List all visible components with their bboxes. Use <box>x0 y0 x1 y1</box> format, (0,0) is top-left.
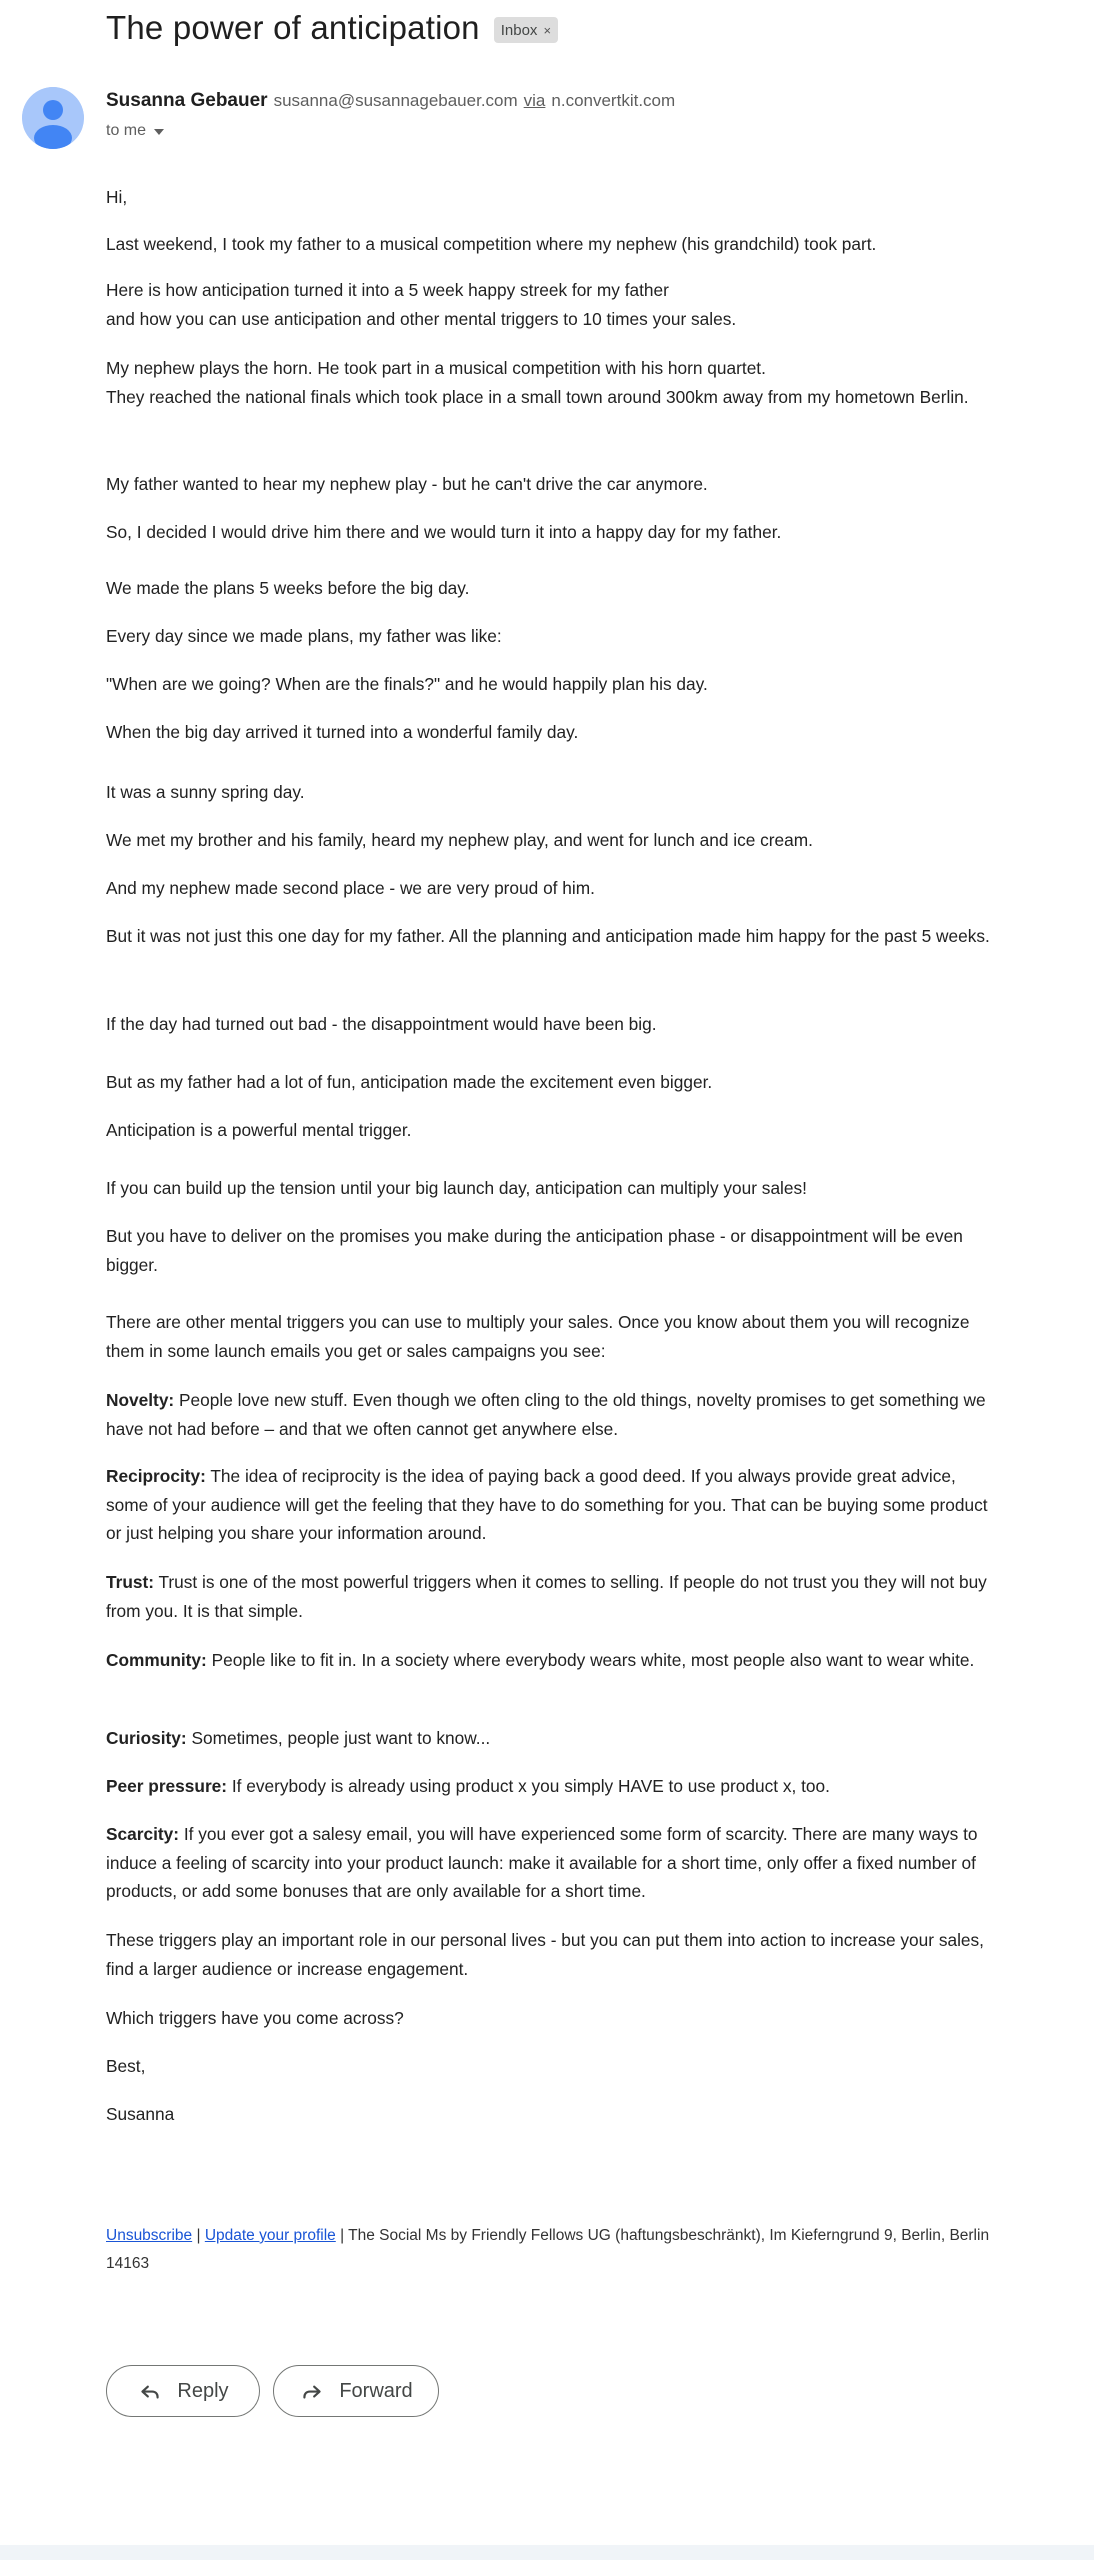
paragraph-text <box>106 2004 996 2033</box>
paragraph-body: If everybody is already using product x you simply HAVE to use product x, too. <box>227 1776 830 1796</box>
email-paragraph <box>106 354 996 411</box>
email-paragraph <box>106 670 996 699</box>
email-paragraph <box>106 1386 996 1443</box>
paragraph-body: Here is how anticipation turned it into a 5 week happy streek for my father and how you can use anticipation and other mental triggers to 10 times your sales. <box>106 280 737 329</box>
paragraph-body: People like to fit in. In a society where everybody wears white, most people also want to wear white. <box>206 1650 975 1670</box>
footer-address: | The Social Ms by Friendly Fellows UG (haftungsbeschränkt), Im Kieferngrund 9, Berlin, Berlin 14163 <box>106 2227 990 2272</box>
email-paragraph <box>106 1222 996 1279</box>
paragraph-body: My father wanted to hear my nephew play - but he can't drive the car anymore. <box>106 474 708 494</box>
paragraph-body: It was a sunny spring day. <box>106 782 305 802</box>
paragraph-text <box>106 354 996 411</box>
paragraph-text <box>106 874 996 903</box>
paragraph-body: But as my father had a lot of fun, anticipation made the excitement even bigger. <box>106 1072 713 1092</box>
paragraph-text <box>106 1462 996 1548</box>
email-paragraph <box>106 1116 996 1145</box>
email-paragraph <box>106 778 996 807</box>
paragraph-text <box>106 2052 996 2081</box>
via-domain: n.convertkit.com <box>551 91 676 110</box>
reply-button[interactable] <box>106 2365 260 2417</box>
paragraph-body: Which triggers have you come across? <box>106 2008 404 2028</box>
unsubscribe-link[interactable]: Unsubscribe <box>106 2227 193 2244</box>
paragraph-text <box>106 1116 996 1145</box>
email-paragraph <box>106 1462 996 1548</box>
paragraph-text <box>106 230 996 259</box>
email-footer <box>106 2222 996 2278</box>
email-paragraph <box>106 1772 996 1801</box>
paragraph-text <box>106 1068 996 1097</box>
paragraph-body: So, I decided I would drive him there and we would turn it into a happy day for my father. <box>106 522 782 542</box>
person-avatar-icon <box>22 87 84 149</box>
email-paragraph <box>106 276 996 333</box>
sender-name[interactable]: Susanna Gebauer <box>106 90 268 111</box>
paragraph-body: If you can build up the tension until your big launch day, anticipation can multiply your sales! <box>106 1178 807 1198</box>
trigger-term: Trust: <box>106 1572 155 1592</box>
paragraph-text <box>106 1724 996 1753</box>
paragraph-body: Anticipation is a powerful mental trigger. <box>106 1120 412 1140</box>
email-paragraph <box>106 518 996 547</box>
forward-arrow-icon <box>299 2378 325 2404</box>
paragraph-text <box>106 718 996 747</box>
email-paragraph <box>106 1568 996 1625</box>
paragraph-text <box>106 1568 996 1625</box>
email-paragraph <box>106 1308 996 1365</box>
paragraph-body: People love new stuff. Even though we often cling to the old things, novelty promises to get something we have not had before – and that we often cannot get anywhere else. <box>106 1390 986 1439</box>
paragraph-text <box>106 1308 996 1365</box>
paragraph-body: If you ever got a salesy email, you will have experienced some form of scarcity. There are many ways to induce a feeling of scarcity into your product launch: make it available for a short time, only offer a fixed number of products, or add some bonuses that are only available for a short time. <box>106 1824 978 1901</box>
trigger-term: Scarcity: <box>106 1824 180 1844</box>
inbox-label-chip[interactable] <box>494 17 558 43</box>
paragraph-text <box>106 1174 996 1203</box>
paragraph-text <box>106 922 996 951</box>
remove-label-icon[interactable]: × <box>543 22 552 38</box>
email-paragraph <box>106 470 996 499</box>
paragraph-text <box>106 518 996 547</box>
paragraph-body: We met my brother and his family, heard my nephew play, and went for lunch and ice cream. <box>106 830 813 850</box>
paragraph-body: If the day had turned out bad - the disappointment would have been big. <box>106 1014 657 1034</box>
paragraph-text <box>106 670 996 699</box>
email-paragraph <box>106 622 996 651</box>
trigger-term: Community: <box>106 1650 207 1670</box>
paragraph-body: These triggers play an important role in our personal lives - but you can put them into action to increase your sales, find a larger audience or increase engagement. <box>106 1930 984 1979</box>
paragraph-body: But it was not just this one day for my father. All the planning and anticipation made him happy for the past 5 weeks. <box>106 926 990 946</box>
paragraph-body: Sometimes, people just want to know... <box>186 1728 491 1748</box>
sender-avatar[interactable] <box>22 87 84 149</box>
recipient-label: to me <box>106 122 147 139</box>
paragraph-body: Best, <box>106 2056 146 2076</box>
paragraph-body: Susanna <box>106 2104 175 2124</box>
email-paragraph <box>106 1646 996 1675</box>
paragraph-body: We made the plans 5 weeks before the big day. <box>106 578 470 598</box>
email-paragraph <box>106 1724 996 1753</box>
paragraph-text <box>106 1222 996 1279</box>
trigger-term: Peer pressure: <box>106 1776 228 1796</box>
email-paragraph <box>106 1068 996 1097</box>
reply-arrow-icon <box>137 2378 163 2404</box>
email-paragraph <box>106 2004 996 2033</box>
paragraph-body: When the big day arrived it turned into a wonderful family day. <box>106 722 579 742</box>
paragraph-text <box>106 1010 996 1039</box>
paragraph-body: Every day since we made plans, my father was like: <box>106 626 502 646</box>
via-link[interactable]: via <box>523 91 546 110</box>
email-paragraph <box>106 574 996 603</box>
paragraph-text <box>106 1926 996 1983</box>
trigger-term: Curiosity: <box>106 1728 187 1748</box>
paragraph-body: And my nephew made second place - we are very proud of him. <box>106 878 595 898</box>
paragraph-text <box>106 1772 996 1801</box>
email-paragraph <box>106 230 996 259</box>
paragraph-body: Hi, <box>106 187 128 207</box>
paragraph-text <box>106 826 996 855</box>
update-profile-link[interactable]: Update your profile <box>204 2227 336 2244</box>
email-paragraph <box>106 2052 996 2081</box>
paragraph-text <box>106 2100 996 2129</box>
paragraph-text <box>106 778 996 807</box>
paragraph-body: "When are we going? When are the finals?" and he would happily plan his day. <box>106 674 708 694</box>
email-paragraph <box>106 826 996 855</box>
email-subject: The power of anticipation <box>106 9 480 46</box>
paragraph-text <box>106 1386 996 1443</box>
sender-line <box>106 90 675 112</box>
email-paragraph <box>106 718 996 747</box>
paragraph-body: The idea of reciprocity is the idea of paying back a good deed. If you always provide great advice, some of your audience will get the feeling that they have to do something for you. That can be buying some product or just helping you share your information around. <box>106 1466 988 1543</box>
subject-row <box>106 6 558 50</box>
trigger-term: Reciprocity: <box>106 1466 206 1486</box>
trigger-term: Novelty: <box>106 1390 175 1410</box>
email-paragraph <box>106 874 996 903</box>
email-paragraph <box>106 183 996 212</box>
paragraph-body: Last weekend, I took my father to a musical competition where my nephew (his grandchild) took part. <box>106 234 877 254</box>
paragraph-body: Trust is one of the most powerful triggers when it comes to selling. If people do not trust you they will not buy from you. It is that simple. <box>106 1572 987 1621</box>
email-paragraph <box>106 1820 996 1906</box>
recipient-details-toggle[interactable] <box>106 122 164 140</box>
paragraph-body: But you have to deliver on the promises you make during the anticipation phase - or disappointment will be even bigger. <box>106 1226 963 1275</box>
email-paragraph <box>106 1010 996 1039</box>
sender-email: susanna@susannagebauer.com <box>273 91 518 110</box>
paragraph-text <box>106 276 996 333</box>
paragraph-text <box>106 1646 996 1675</box>
email-paragraph <box>106 1174 996 1203</box>
chevron-down-icon[interactable] <box>154 129 164 135</box>
email-paragraph <box>106 1926 996 1983</box>
paragraph-text <box>106 574 996 603</box>
paragraph-body: My nephew plays the horn. He took part in a musical competition with his horn quartet. They reached the national finals which took place in a small town around 300km away from my hometown Berlin. <box>106 358 969 407</box>
paragraph-body: There are other mental triggers you can use to multiply your sales. Once you know about them you will recognize them in some launch emails you get or sales campaigns you see: <box>106 1312 970 1361</box>
email-paragraph <box>106 922 996 951</box>
bottom-scroll-edge <box>0 2545 1094 2560</box>
paragraph-text <box>106 1820 996 1906</box>
forward-button[interactable] <box>273 2365 439 2417</box>
email-paragraph <box>106 2100 996 2129</box>
reply-button-label: Reply <box>177 2379 229 2402</box>
paragraph-text <box>106 622 996 651</box>
footer-separator: | <box>196 2227 201 2244</box>
paragraph-text <box>106 470 996 499</box>
inbox-label-text: Inbox <box>500 21 538 39</box>
paragraph-text <box>106 183 996 212</box>
forward-button-label: Forward <box>339 2379 413 2402</box>
